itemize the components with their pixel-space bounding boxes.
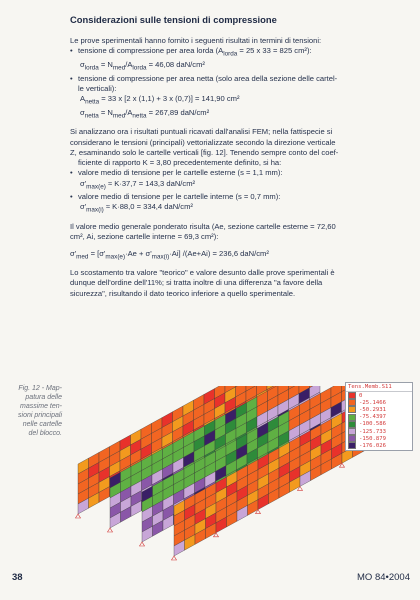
legend-swatch bbox=[348, 435, 356, 442]
legend-label: 0 bbox=[359, 392, 363, 399]
support-marker-icon bbox=[172, 556, 177, 560]
fem-stress-map-graphic bbox=[70, 386, 370, 562]
bullet-gross-area: • tensione di compressione per area lorda ($A_{lorda} = 25$ x 33 = 825 cm²): bbox=[70, 46, 414, 60]
formula-sigma-max-i: $\sigma'_{max(i)} \approx K\cdot 88,0 = 334,4$ daN/cm² bbox=[80, 202, 193, 214]
bullet-icon: • bbox=[70, 46, 73, 56]
legend-swatch bbox=[348, 406, 356, 413]
legend-entry bbox=[346, 414, 412, 421]
legend-swatch bbox=[348, 399, 356, 406]
fem-stress-map-figure bbox=[70, 386, 370, 567]
section-heading: Considerazioni sulle tensioni di compressione bbox=[70, 14, 277, 25]
bullet-icon: • bbox=[70, 192, 73, 202]
bullet-icon: • bbox=[70, 168, 73, 178]
legend-label: -125.733 bbox=[359, 428, 386, 435]
support-marker-icon bbox=[140, 542, 145, 546]
legend-label: -150.879 bbox=[359, 435, 386, 442]
legend-entry bbox=[346, 406, 412, 413]
bullet-icon: • bbox=[70, 73, 73, 83]
legend-swatch bbox=[348, 428, 356, 435]
legend-entry bbox=[346, 421, 412, 428]
legend-entry bbox=[346, 392, 412, 399]
legend-label: -100.586 bbox=[359, 421, 386, 428]
paragraph-conclusion-line1: Lo scostamento tra valore "teorico" e valore desunto dalle prove sperimentali è bbox=[70, 268, 335, 278]
legend-entries bbox=[346, 392, 412, 450]
legend-swatch bbox=[348, 442, 356, 449]
formula-sigma-max-e: $\sigma'_{max(e)} \approx K\cdot 37,7 = 143,3$ daN/cm² bbox=[80, 178, 196, 191]
support-marker-icon bbox=[76, 514, 81, 518]
legend-entry bbox=[346, 399, 412, 406]
legend-label: -176.026 bbox=[359, 442, 386, 449]
legend-label: -25.1466 bbox=[359, 399, 386, 406]
paragraph-weighted-mean-line2: cm², Ai, sezione cartelle interne = 69,3 cm²): bbox=[70, 232, 219, 242]
body-text bbox=[70, 36, 414, 299]
legend-swatch bbox=[348, 414, 356, 421]
paragraph-conclusion-line3: sicurezza", risultando il dato teorico inferiore a quello sperimentale. bbox=[70, 288, 296, 298]
paragraph-fem-analysis-line3: Z, esaminando solo le cartelle verticali [fig. 12]. Tenendo sempre conto del coef- bbox=[70, 147, 339, 157]
legend-entry bbox=[346, 442, 412, 449]
bullet-internal-sheets: • valore medio di tensione per le cartelle interne (s = 0,7 mm): bbox=[70, 192, 281, 202]
legend-label: -75.4397 bbox=[359, 414, 386, 421]
legend-entry bbox=[346, 435, 412, 442]
paragraph-results-intro: Le prove sperimentali hanno fornito i seguenti risultati in termini di tensioni: bbox=[70, 36, 322, 45]
legend-swatch bbox=[348, 392, 356, 399]
stress-legend bbox=[345, 382, 413, 451]
legend-title: Tens.Memb.S11 bbox=[346, 383, 412, 392]
formula-sigma-netta: $\sigma_{netta} = N_{med}/A_{netta} = 267,89$ daN/cm² bbox=[80, 107, 210, 120]
paragraph-conclusion-line2: dunque dell'ordine dell'11%; si tratta inoltre di una differenza "a favore della bbox=[70, 278, 323, 288]
paragraph-fem-analysis-line4: ficiente di rapporto K = 3,80 precedentemente definito, si ha: bbox=[78, 158, 282, 168]
legend-entry bbox=[346, 428, 412, 435]
magazine-issue: MO 84•2004 bbox=[357, 572, 410, 583]
legend-label: -50.2931 bbox=[359, 406, 386, 413]
paragraph-weighted-mean-line1: Il valore medio generale ponderato risulta (Ae, sezione cartelle esterne = 72,60 bbox=[70, 222, 336, 232]
bullet-external-sheets: • valore medio di tensione per le cartelle esterne (s = 1,1 mm): bbox=[70, 168, 283, 178]
paragraph-fem-analysis-line1: Si analizzano ora i risultati puntuali ricavati dall'analisi FEM; nella fattispecie si bbox=[70, 127, 333, 137]
formula-area-netta: $A_{netta} = 33$ x [2 x (1,1) + 3 x (0,7)] = 141,90 cm² bbox=[80, 94, 240, 106]
bullet-net-area: • tensione di compressione per area netta (solo area della sezione delle cartel- bbox=[70, 73, 338, 83]
formula-sigma-med: $\sigma'_{med} = [\sigma'_{max(e)}\cdot Ae + \sigma'_{max(i)}\cdot Ai] /(Ae+Ai) = 236,6$ daN/cm² bbox=[70, 248, 269, 261]
bullet-net-area-continued: le verticali): bbox=[78, 83, 117, 93]
paragraph-fem-analysis-line2: considerano le tensioni (principali) vettorializzate secondo la direzione verticale bbox=[70, 137, 336, 147]
page-number: 38 bbox=[12, 572, 23, 583]
legend-swatch bbox=[348, 421, 356, 428]
figure-caption: Fig. 12 - Map- patura delle massime ten- sioni principali nelle cartelle del blocco. bbox=[18, 385, 62, 437]
support-marker-icon bbox=[108, 528, 113, 532]
formula-sigma-lorda: $\sigma_{lorda} = N_{med}/A_{lorda} = 46,08$ daN/cm² bbox=[80, 59, 205, 72]
